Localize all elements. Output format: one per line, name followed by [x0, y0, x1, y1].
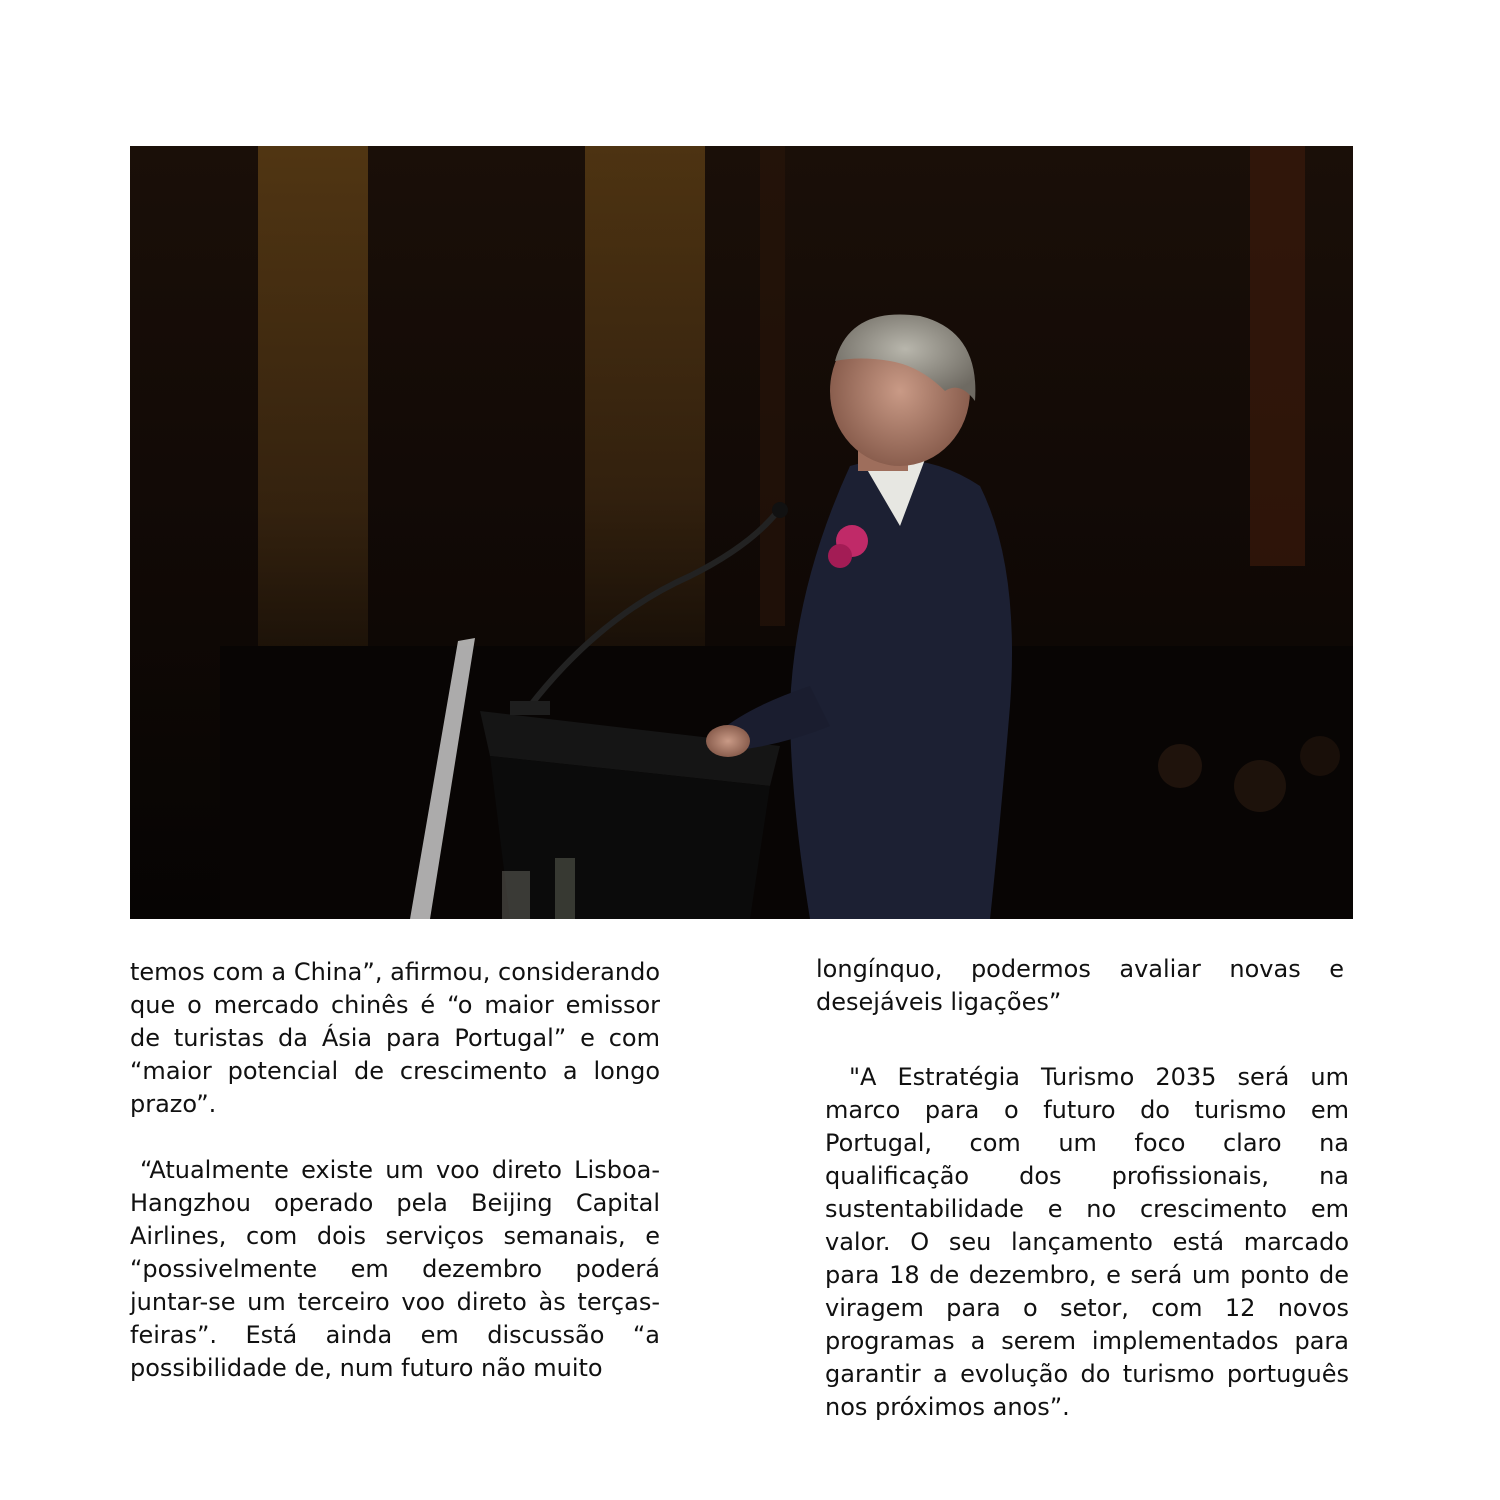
right-paragraph-2: "A Estratégia Turismo 2035 será um marco para o futuro do turismo em Portugal, com um foco claro na qualificação dos profissionais, na sustentabilidade e no crescimento em valor. O seu lançamento está marcado para 18 de dezembro, e será um ponto de viragem para o setor, com 12 novos programas a serem implementados para garantir a evolução do turismo português nos próximos anos”. — [825, 1063, 1349, 1421]
right-paragraph-1: longínquo, podermos avaliar novas e desejáveis ligações” — [816, 955, 1344, 1016]
article-right-column-quote — [825, 1061, 1349, 1424]
article-left-column — [130, 956, 660, 1385]
left-paragraph-2: “Atualmente existe um voo direto Lisboa-Hangzhou operado pela Beijing Capital Airlines, com dois serviços semanais, e “possivelmente em dezembro poderá juntar-se um terceiro voo direto às terças-feiras”. Está ainda em discussão “a possibilidade de, num futuro não muito — [130, 1156, 660, 1382]
left-paragraph-1: temos com a China”, afirmou, considerando que o mercado chinês é “o maior emissor de turistas da Ásia para Portugal” e com “maior potencial de crescimento a longo prazo”. — [130, 958, 660, 1118]
speaker-photo-illustration — [130, 146, 1353, 919]
speaker-photo — [130, 146, 1353, 919]
article-right-column-top — [816, 953, 1344, 1019]
